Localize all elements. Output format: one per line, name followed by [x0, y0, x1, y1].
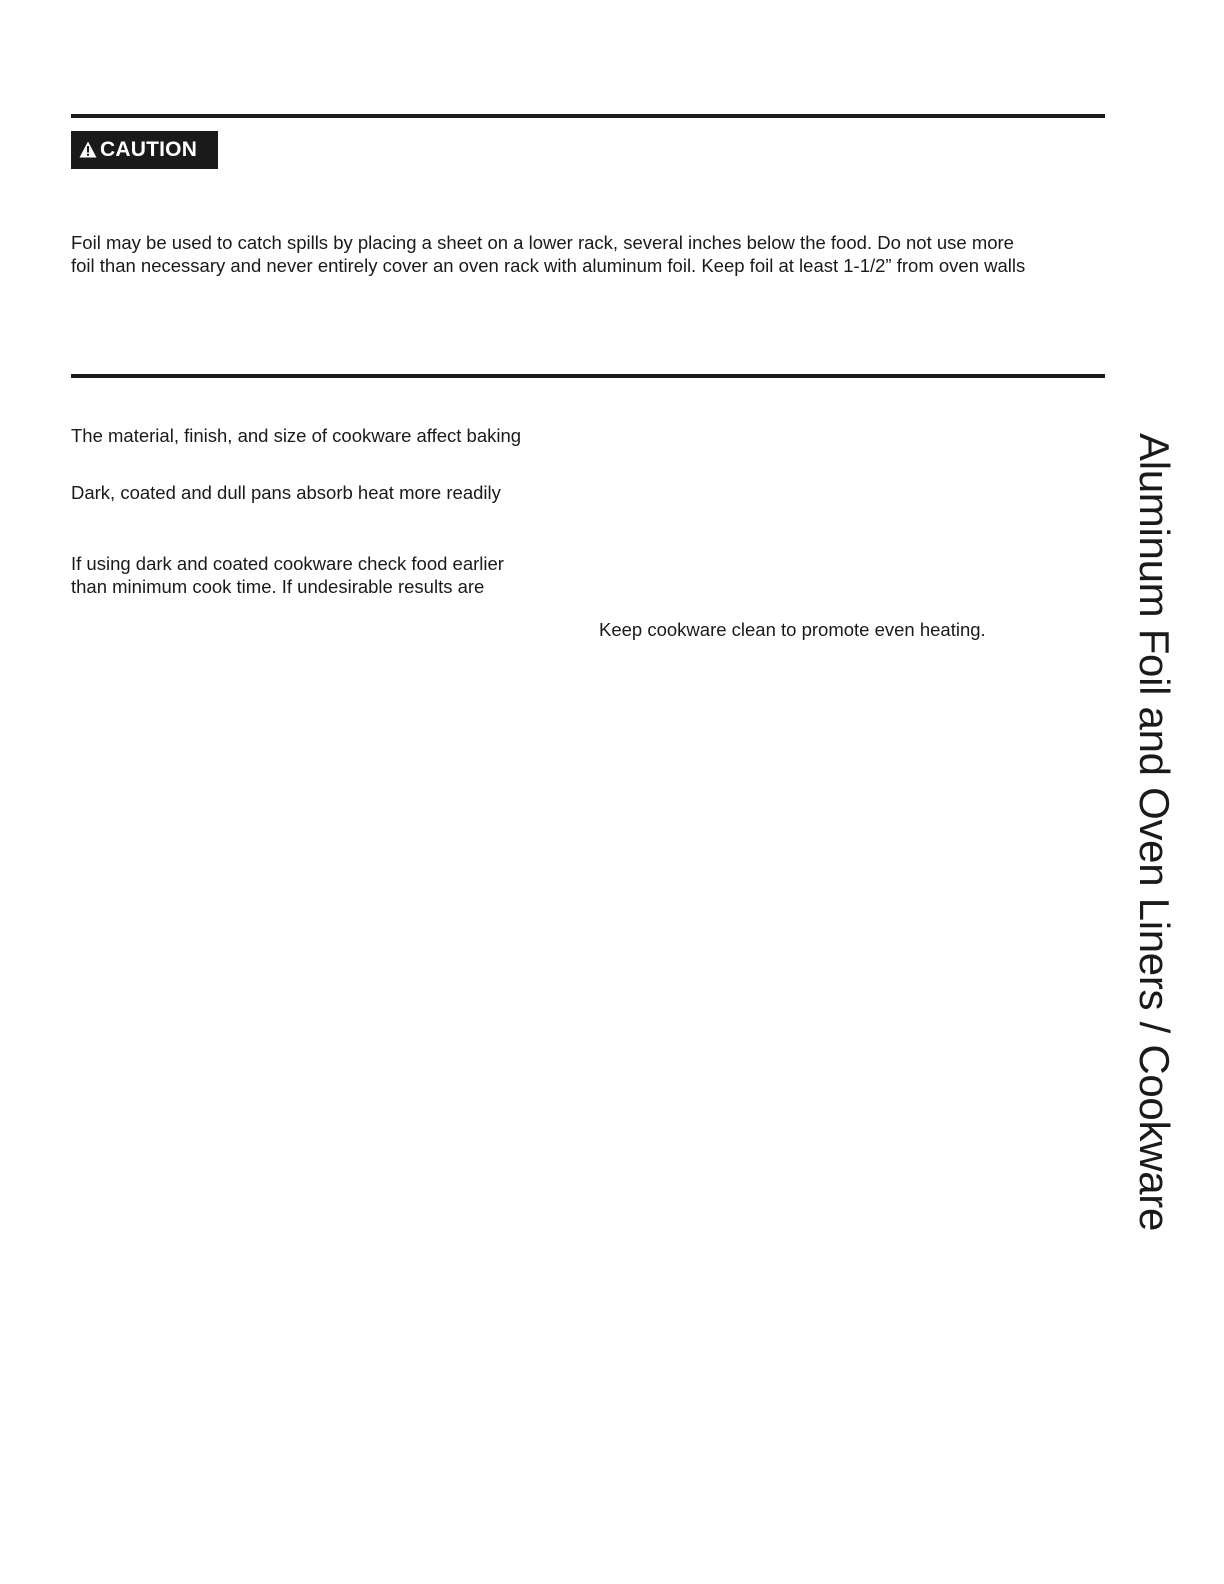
warning-triangle-icon [79, 141, 97, 158]
foil-line-1: Foil may be used to catch spills by placing a sheet on a lower rack, several inches below the food. Do not use more [71, 232, 1014, 253]
foil-paragraph [71, 231, 1025, 277]
top-divider [71, 114, 1105, 118]
clean-cookware-paragraph: Keep cookware clean to promote even heating. [599, 619, 986, 640]
check-food-line-2: than minimum cook time. If undesirable results are [71, 576, 485, 597]
caution-label: CAUTION [100, 138, 198, 161]
check-food-line-1: If using dark and coated cookware check food earlier [71, 553, 504, 574]
side-section-title: Aluminum Foil and Oven Liners / Cookware [1131, 433, 1178, 1232]
foil-line-2: foil than necessary and never entirely cover an oven rack with aluminum foil. Keep foil at least 1-1/2” from oven walls [71, 255, 1026, 276]
section-divider [71, 374, 1105, 378]
caution-badge [71, 131, 218, 169]
check-food-paragraph [71, 552, 504, 598]
dark-pans-paragraph: Dark, coated and dull pans absorb heat more readily [71, 482, 501, 503]
material-paragraph: The material, finish, and size of cookware affect baking [71, 425, 522, 446]
